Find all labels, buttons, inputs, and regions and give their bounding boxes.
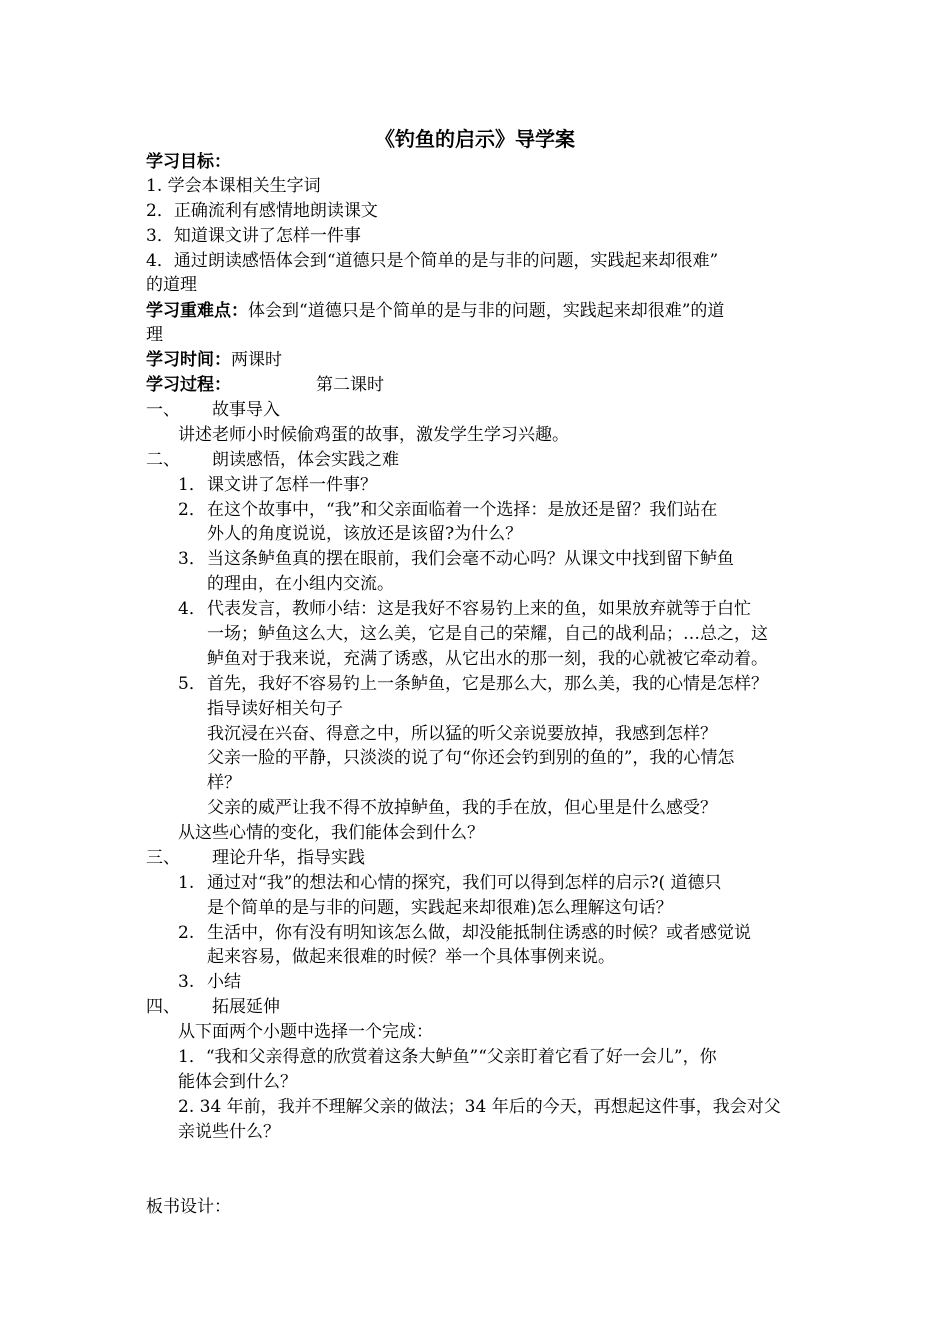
section-1-number: 一、 bbox=[146, 400, 180, 420]
section-1-body: 讲述老师小时候偷鸡蛋的故事，激发学生学习兴趣。 bbox=[178, 425, 569, 445]
question-number: 1. bbox=[178, 873, 195, 893]
section-1-title: 故事导入 bbox=[212, 400, 280, 420]
section-4-intro: 从下面两个小题中选择一个完成： bbox=[178, 1022, 433, 1042]
question-number: 3. bbox=[178, 972, 195, 992]
objective-item: 3．知道课文讲了怎样一件事 bbox=[146, 226, 361, 246]
extension-question: 能体会到什么？ bbox=[178, 1072, 297, 1092]
extension-question: 1．“我和父亲得意的欣赏着这条大鲈鱼”“父亲盯着它看了好一会儿”，你 bbox=[178, 1047, 717, 1067]
question-text: 父亲的威严让我不得不放掉鲈鱼，我的手在放，但心里是什么感受？ bbox=[207, 798, 717, 818]
question-number: 3． bbox=[178, 549, 206, 569]
question-text: 鲈鱼对于我来说，充满了诱惑，从它出水的那一刻，我的心就被它牵动着。 bbox=[207, 649, 768, 669]
objective-item: 4．通过朗读感悟体会到“道德只是个简单的是与非的问题，实践起来却很难” bbox=[146, 251, 719, 271]
question-number: 2． bbox=[178, 500, 206, 520]
process-heading: 学习过程： bbox=[146, 375, 231, 395]
question-text: 代表发言，教师小结：这是我好不容易钓上来的鱼，如果放弃就等于白忙 bbox=[207, 599, 751, 619]
question-text: 课文讲了怎样一件事？ bbox=[207, 475, 377, 495]
question-text: 当这条鲈鱼真的摆在眼前，我们会毫不动心吗？从课文中找到留下鲈鱼 bbox=[207, 549, 734, 569]
section-3-title: 理论升华，指导实践 bbox=[212, 848, 365, 868]
study-time-heading: 学习时间： bbox=[146, 350, 231, 370]
objective-item: 的道理 bbox=[146, 275, 197, 295]
question-text: 通过对“我”的想法和心情的探究，我们可以得到怎样的启示?( 道德只 bbox=[207, 873, 722, 893]
session-label: 第二课时 bbox=[316, 375, 384, 395]
document-title: 《钓鱼的启示》导学案 bbox=[375, 127, 575, 151]
question-text: 样？ bbox=[207, 773, 241, 793]
question-number: 2. bbox=[178, 923, 195, 943]
extension-question: 亲说些什么？ bbox=[178, 1122, 280, 1142]
question-text: 是个简单的是与非的问题，实践起来却很难)怎么理解这句话？ bbox=[207, 898, 673, 918]
question-text: 生活中，你有没有明知该怎么做，却没能抵制住诱惑的时候？或者感觉说 bbox=[207, 923, 751, 943]
question-text: 我沉浸在兴奋、得意之中，所以猛的听父亲说要放掉，我感到怎样？ bbox=[207, 724, 717, 744]
question-text: 的理由，在小组内交流。 bbox=[207, 574, 394, 594]
question-text: 父亲一脸的平静，只淡淡的说了句“你还会钓到别的鱼的”，我的心情怎 bbox=[207, 748, 735, 768]
study-time bbox=[146, 348, 282, 372]
question-text: 指导读好相关句子 bbox=[207, 699, 343, 719]
section-4-title: 拓展延伸 bbox=[212, 997, 280, 1017]
question-text: 首先，我好不容易钓上一条鲈鱼，它是那么大，那么美，我的心情是怎样？ bbox=[207, 674, 768, 694]
question-number: 5． bbox=[178, 674, 206, 694]
key-points-heading: 学习重难点： bbox=[146, 301, 248, 321]
section-2-summary: 从这些心情的变化，我们能体会到什么？ bbox=[178, 823, 484, 843]
board-design-label: 板书设计： bbox=[146, 1197, 231, 1217]
question-text: 起来容易，做起来很难的时候？举一个具体事例来说。 bbox=[207, 947, 615, 967]
key-points-text-cont: 理 bbox=[146, 325, 163, 345]
key-points-text: 体会到“道德只是个简单的是与非的问题，实践起来却很难”的道 bbox=[248, 301, 725, 321]
question-text: 一场；鲈鱼这么大，这么美，它是自己的荣耀，自己的战利品；…总之，这 bbox=[207, 624, 768, 644]
section-2-number: 二、 bbox=[146, 450, 180, 470]
section-3-number: 三、 bbox=[146, 848, 180, 868]
objective-item: 1. 学会本课相关生字词 bbox=[146, 176, 321, 196]
section-2-title: 朗读感悟，体会实践之难 bbox=[212, 450, 399, 470]
extension-question: 2. 34 年前，我并不理解父亲的做法；34 年后的今天，再想起这件事，我会对父 bbox=[178, 1097, 781, 1117]
question-text: 外人的角度说说，该放还是该留?为什么？ bbox=[207, 524, 523, 544]
question-text: 在这个故事中，“我”和父亲面临着一个选择：是放还是留？我们站在 bbox=[207, 500, 718, 520]
question-number: 4． bbox=[178, 599, 206, 619]
study-time-text: 两课时 bbox=[231, 350, 282, 370]
question-text: 小结 bbox=[207, 972, 241, 992]
question-number: 1． bbox=[178, 475, 206, 495]
objectives-heading: 学习目标： bbox=[146, 152, 231, 172]
key-points bbox=[146, 299, 724, 323]
objective-item: 2．正确流利有感情地朗读课文 bbox=[146, 201, 378, 221]
section-4-number: 四、 bbox=[146, 997, 180, 1017]
